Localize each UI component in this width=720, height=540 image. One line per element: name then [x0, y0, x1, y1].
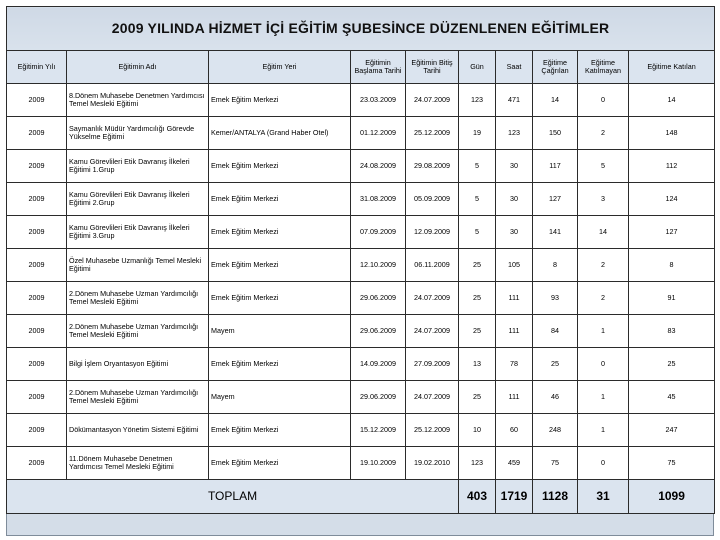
- cell-hours: 459: [496, 447, 533, 480]
- cell-start-date: 23.03.2009: [351, 84, 406, 117]
- cell-place: Emek Eğitim Merkezi: [209, 249, 351, 282]
- column-header-start-date: Eğitimin Başlama Tarihi: [351, 51, 406, 84]
- cell-attended: 127: [629, 216, 715, 249]
- total-attended: 1099: [629, 480, 715, 514]
- cell-year: 2009: [7, 216, 67, 249]
- table-body: [7, 84, 715, 480]
- cell-training-name: 8.Dönem Muhasebe Denetmen Yardımcısı Temel Mesleki Eğitimi: [67, 84, 209, 117]
- cell-end-date: 27.09.2009: [406, 348, 459, 381]
- cell-end-date: 06.11.2009: [406, 249, 459, 282]
- column-header-place: Eğitim Yeri: [209, 51, 351, 84]
- cell-year: 2009: [7, 249, 67, 282]
- cell-invited: 150: [533, 117, 578, 150]
- cell-invited: 117: [533, 150, 578, 183]
- cell-hours: 471: [496, 84, 533, 117]
- cell-end-date: 05.09.2009: [406, 183, 459, 216]
- cell-place: Kemer/ANTALYA (Grand Haber Otel): [209, 117, 351, 150]
- cell-place: Emek Eğitim Merkezi: [209, 414, 351, 447]
- table-row: [7, 414, 715, 447]
- cell-days: 5: [459, 216, 496, 249]
- cell-start-date: 24.08.2009: [351, 150, 406, 183]
- cell-absent: 0: [578, 348, 629, 381]
- column-header-days: Gün: [459, 51, 496, 84]
- table-row: [7, 282, 715, 315]
- cell-end-date: 25.12.2009: [406, 117, 459, 150]
- cell-attended: 25: [629, 348, 715, 381]
- cell-absent: 2: [578, 117, 629, 150]
- total-absent: 31: [578, 480, 629, 514]
- cell-place: Emek Eğitim Merkezi: [209, 183, 351, 216]
- cell-attended: 91: [629, 282, 715, 315]
- cell-attended: 75: [629, 447, 715, 480]
- page-title: 2009 YILINDA HİZMET İÇİ EĞİTİM ŞUBESİNCE DÜZENLENEN EĞİTİMLER: [7, 7, 715, 51]
- cell-training-name: Kamu Görevlileri Etik Davranış İlkeleri Eğitimi 2.Grup: [67, 183, 209, 216]
- cell-year: 2009: [7, 414, 67, 447]
- cell-hours: 30: [496, 216, 533, 249]
- cell-hours: 123: [496, 117, 533, 150]
- cell-training-name: Kamu Görevlileri Etik Davranış İlkeleri Eğitimi 1.Grup: [67, 150, 209, 183]
- cell-start-date: 29.06.2009: [351, 282, 406, 315]
- cell-hours: 78: [496, 348, 533, 381]
- cell-absent: 0: [578, 447, 629, 480]
- cell-year: 2009: [7, 315, 67, 348]
- cell-days: 5: [459, 183, 496, 216]
- cell-attended: 45: [629, 381, 715, 414]
- cell-start-date: 07.09.2009: [351, 216, 406, 249]
- cell-invited: 248: [533, 414, 578, 447]
- cell-absent: 1: [578, 381, 629, 414]
- cell-days: 25: [459, 381, 496, 414]
- cell-training-name: Dökümantasyon Yönetim Sistemi Eğitimi: [67, 414, 209, 447]
- table-row: [7, 249, 715, 282]
- cell-year: 2009: [7, 348, 67, 381]
- cell-invited: 75: [533, 447, 578, 480]
- cell-days: 13: [459, 348, 496, 381]
- cell-place: Mayem: [209, 381, 351, 414]
- cell-year: 2009: [7, 84, 67, 117]
- column-header-name: Eğitimin Adı: [67, 51, 209, 84]
- cell-absent: 14: [578, 216, 629, 249]
- cell-start-date: 12.10.2009: [351, 249, 406, 282]
- cell-end-date: 24.07.2009: [406, 84, 459, 117]
- cell-start-date: 15.12.2009: [351, 414, 406, 447]
- cell-absent: 1: [578, 414, 629, 447]
- cell-start-date: 19.10.2009: [351, 447, 406, 480]
- cell-days: 5: [459, 150, 496, 183]
- cell-absent: 2: [578, 282, 629, 315]
- cell-hours: 60: [496, 414, 533, 447]
- cell-year: 2009: [7, 117, 67, 150]
- cell-days: 123: [459, 84, 496, 117]
- cell-invited: 141: [533, 216, 578, 249]
- column-header-end-date: Eğitimin Bitiş Tarihi: [406, 51, 459, 84]
- cell-end-date: 24.07.2009: [406, 315, 459, 348]
- cell-attended: 124: [629, 183, 715, 216]
- cell-absent: 0: [578, 84, 629, 117]
- table-row: [7, 315, 715, 348]
- cell-days: 10: [459, 414, 496, 447]
- cell-end-date: 25.12.2009: [406, 414, 459, 447]
- cell-end-date: 12.09.2009: [406, 216, 459, 249]
- cell-place: Emek Eğitim Merkezi: [209, 447, 351, 480]
- table-row: [7, 216, 715, 249]
- total-invited: 1128: [533, 480, 578, 514]
- cell-training-name: 2.Dönem Muhasebe Uzman Yardımcılığı Temel Mesleki Eğitimi: [67, 282, 209, 315]
- cell-year: 2009: [7, 282, 67, 315]
- column-header-year: Eğitimin Yılı: [7, 51, 67, 84]
- cell-place: Mayem: [209, 315, 351, 348]
- column-header-attended: Eğitime Katılan: [629, 51, 715, 84]
- cell-invited: 84: [533, 315, 578, 348]
- cell-end-date: 24.07.2009: [406, 381, 459, 414]
- table-row: [7, 117, 715, 150]
- cell-invited: 127: [533, 183, 578, 216]
- cell-hours: 111: [496, 315, 533, 348]
- cell-start-date: 01.12.2009: [351, 117, 406, 150]
- cell-days: 19: [459, 117, 496, 150]
- table-row: [7, 381, 715, 414]
- table-row: [7, 84, 715, 117]
- cell-year: 2009: [7, 183, 67, 216]
- cell-invited: 25: [533, 348, 578, 381]
- table-row: [7, 150, 715, 183]
- column-header-invited: Eğitime Çağrılan: [533, 51, 578, 84]
- cell-days: 123: [459, 447, 496, 480]
- cell-year: 2009: [7, 447, 67, 480]
- cell-attended: 14: [629, 84, 715, 117]
- cell-training-name: Saymanlık Müdür Yardımcılığı Görevde Yükselme Eğitimi: [67, 117, 209, 150]
- cell-training-name: Özel Muhasebe Uzmanlığı Temel Mesleki Eğitimi: [67, 249, 209, 282]
- cell-hours: 111: [496, 282, 533, 315]
- cell-start-date: 29.06.2009: [351, 315, 406, 348]
- cell-place: Emek Eğitim Merkezi: [209, 348, 351, 381]
- cell-absent: 2: [578, 249, 629, 282]
- cell-place: Emek Eğitim Merkezi: [209, 84, 351, 117]
- cell-days: 25: [459, 282, 496, 315]
- cell-invited: 93: [533, 282, 578, 315]
- cell-end-date: 29.08.2009: [406, 150, 459, 183]
- cell-absent: 5: [578, 150, 629, 183]
- total-hours: 1719: [496, 480, 533, 514]
- cell-attended: 148: [629, 117, 715, 150]
- cell-place: Emek Eğitim Merkezi: [209, 216, 351, 249]
- header-row: [7, 51, 715, 84]
- cell-hours: 30: [496, 183, 533, 216]
- table-row: [7, 348, 715, 381]
- cell-place: Emek Eğitim Merkezi: [209, 150, 351, 183]
- cell-year: 2009: [7, 150, 67, 183]
- cell-attended: 83: [629, 315, 715, 348]
- training-table: [6, 6, 715, 514]
- table-row: [7, 183, 715, 216]
- cell-start-date: 14.09.2009: [351, 348, 406, 381]
- cell-hours: 111: [496, 381, 533, 414]
- cell-attended: 112: [629, 150, 715, 183]
- cell-hours: 105: [496, 249, 533, 282]
- cell-attended: 8: [629, 249, 715, 282]
- cell-end-date: 24.07.2009: [406, 282, 459, 315]
- cell-invited: 8: [533, 249, 578, 282]
- cell-training-name: Kamu Görevlileri Etik Davranış İlkeleri Eğitimi 3.Grup: [67, 216, 209, 249]
- cell-absent: 1: [578, 315, 629, 348]
- cell-place: Emek Eğitim Merkezi: [209, 282, 351, 315]
- cell-training-name: Bilgi İşlem Oryantasyon Eğitimi: [67, 348, 209, 381]
- cell-training-name: 11.Dönem Muhasebe Denetmen Yardımcısı Temel Mesleki Eğitimi: [67, 447, 209, 480]
- cell-end-date: 19.02.2010: [406, 447, 459, 480]
- cell-start-date: 29.06.2009: [351, 381, 406, 414]
- column-header-absent: Eğitime Katılmayan: [578, 51, 629, 84]
- table-row: [7, 447, 715, 480]
- cell-attended: 247: [629, 414, 715, 447]
- cell-hours: 30: [496, 150, 533, 183]
- total-row: [7, 480, 715, 514]
- cell-days: 25: [459, 249, 496, 282]
- cell-training-name: 2.Dönem Muhasebe Uzman Yardımcılığı Temel Mesleki Eğitimi: [67, 381, 209, 414]
- cell-invited: 14: [533, 84, 578, 117]
- cell-invited: 46: [533, 381, 578, 414]
- cell-year: 2009: [7, 381, 67, 414]
- cell-start-date: 31.08.2009: [351, 183, 406, 216]
- cell-days: 25: [459, 315, 496, 348]
- total-label: TOPLAM: [7, 480, 459, 514]
- column-header-hours: Saat: [496, 51, 533, 84]
- cell-absent: 3: [578, 183, 629, 216]
- total-days: 403: [459, 480, 496, 514]
- cell-training-name: 2.Dönem Muhasebe Uzman Yardımcılığı Temel Mesleki Eğitimi: [67, 315, 209, 348]
